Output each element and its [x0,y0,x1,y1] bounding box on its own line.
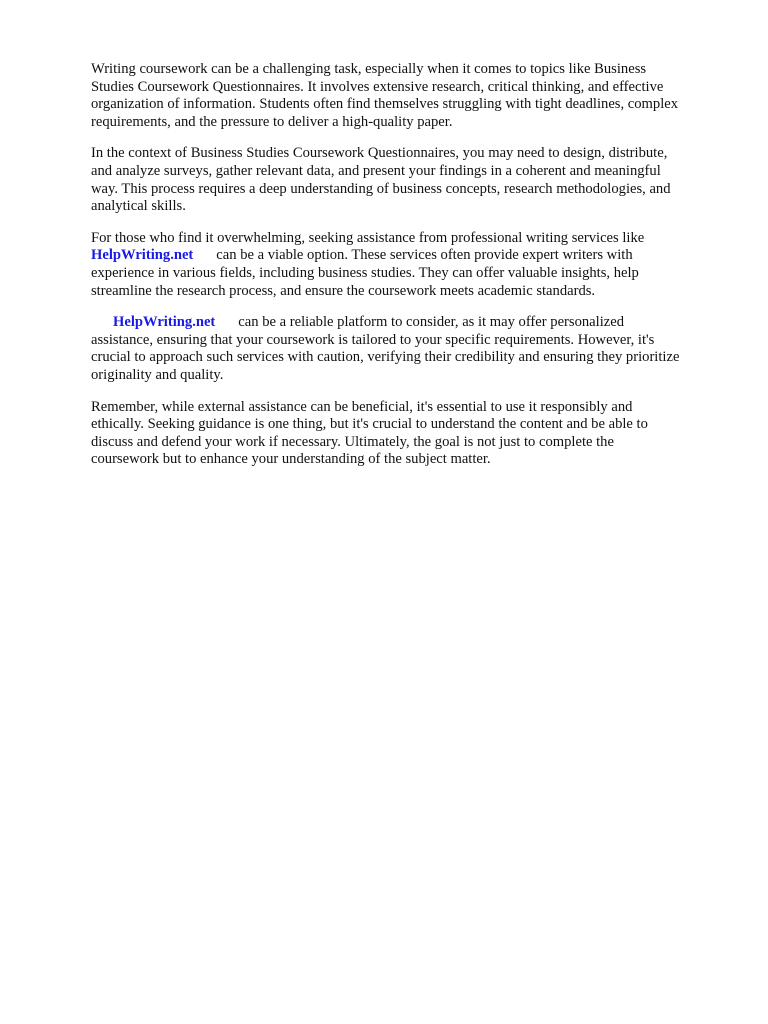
text-line: requirements, and the pressure to deliver a high-quality paper. [91,113,453,130]
text-line: originality and quality. [91,366,224,383]
text-line: way. This process requires a deep understanding of business concepts, research methodologies, and [91,180,671,197]
text-line: organization of information. Students often find themselves struggling with tight deadlines, complex [91,96,679,113]
text-line: coursework but to enhance your understanding of the subject matter. [91,451,491,468]
text-line: Studies Coursework Questionnaires. It involves extensive research, critical thinking, and effective [91,78,664,95]
paragraph-context [91,145,731,215]
text-line: For those who find it overwhelming, seeking assistance from professional writing services like [91,229,645,246]
paragraph-assistance [91,230,731,300]
paragraph-platform [91,314,731,384]
text-line-with-link [91,247,731,265]
helpwriting-link[interactable]: HelpWriting.net [91,247,194,264]
text-line: Remember, while external assistance can be beneficial, it's essential to use it responsibly and [91,398,633,415]
text-line: In the context of Business Studies Coursework Questionnaires, you may need to design, distribute, [91,145,668,162]
text-fragment: can be a reliable platform to consider, as it may offer personalized [238,314,625,331]
paragraph-intro [91,61,731,131]
document-body [91,61,731,483]
text-line-with-link [91,314,731,332]
text-line: Writing coursework can be a challenging task, especially when it comes to topics like Business [91,61,647,77]
text-line: experience in various fields, including business studies. They can offer valuable insights, help [91,264,639,281]
text-line: and analyze surveys, gather relevant data, and present your findings in a coherent and meaningful [91,162,661,179]
text-line: assistance, ensuring that your coursework is tailored to your specific requirements. However, it's [91,331,655,348]
helpwriting-link[interactable]: HelpWriting.net [113,314,216,331]
text-fragment: can be a viable option. These services often provide expert writers with [216,247,633,264]
text-line: discuss and defend your work if necessary. Ultimately, the goal is not just to complete the [91,433,614,450]
text-line: analytical skills. [91,198,186,215]
text-line: streamline the research process, and ensure the coursework meets academic standards. [91,282,596,299]
paragraph-conclusion [91,399,731,469]
text-line: ethically. Seeking guidance is one thing, but it's crucial to understand the content and be able to [91,416,648,433]
text-line: crucial to approach such services with caution, verifying their credibility and ensuring they prioritize [91,349,680,366]
